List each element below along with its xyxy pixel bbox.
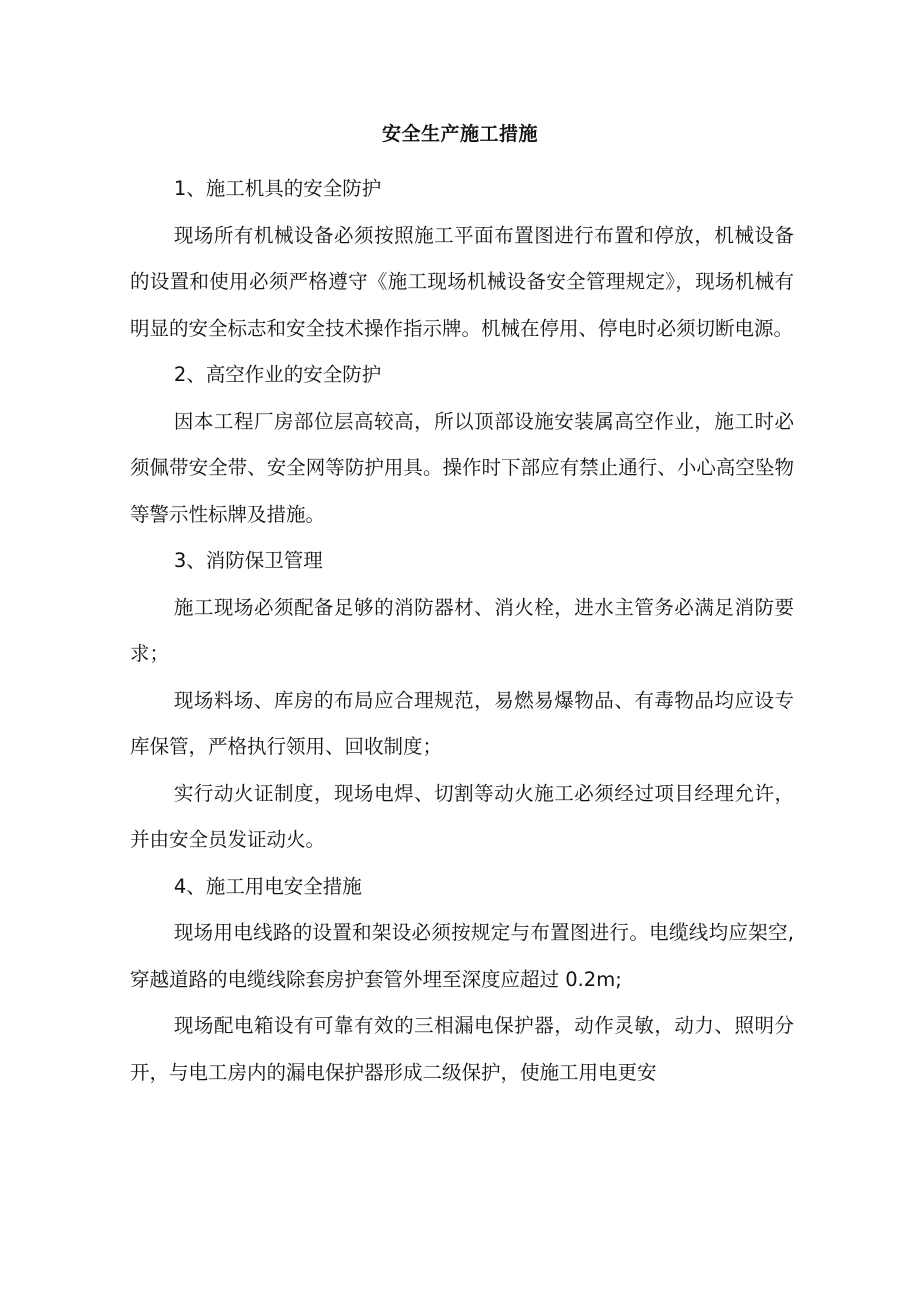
paragraph-distribution-box: 现场配电箱设有可靠有效的三相漏电保护器，动作灵敏，动力、照明分开，与电工房内的漏电保护器形成二级保护，使施工用电更安 <box>130 1014 794 1084</box>
section-heading-1: 1、施工机具的安全防护 <box>173 177 382 200</box>
paragraph-fire-equipment: 施工现场必须配备足够的消防器材、消火栓，进水主管务必满足消防要求； <box>130 595 794 665</box>
section-heading-3: 3、消防保卫管理 <box>173 549 323 572</box>
paragraph-hot-work: 实行动火证制度，现场电焊、切割等动火施工必须经过项目经理允许，并由安全员发证动火。 <box>130 781 794 851</box>
document-body <box>130 166 794 1096</box>
paragraph-wiring: 现场用电线路的设置和架设必须按规定与布置图进行。电缆线均应架空,穿越道路的电缆线除套房护套管外埋至深度应超过 0.2m; <box>130 921 794 991</box>
section-heading-2: 2、高空作业的安全防护 <box>173 363 382 386</box>
document-title: 安全生产施工措施 <box>381 123 538 145</box>
section-heading-4: 4、施工用电安全措施 <box>173 874 362 898</box>
paragraph-high-altitude: 因本工程厂房部位层高较高，所以顶部设施安装属高空作业，施工时必须佩带安全带、安全网等防护用具。操作时下部应有禁止通行、小心高空坠物等警示性标牌及措施。 <box>130 409 794 526</box>
paragraph-machinery: 现场所有机械设备必须按照施工平面布置图进行布置和停放，机械设备的设置和使用必须严格遵守《施工现场机械设备安全管理规定》，现场机械有明显的安全标志和安全技术操作指示牌。机械在停用、停电时必须切断电源。 <box>130 223 794 340</box>
paragraph-storage: 现场料场、库房的布局应合理规范，易燃易爆物品、有毒物品均应设专库保管，严格执行领用、回收制度； <box>130 688 794 758</box>
